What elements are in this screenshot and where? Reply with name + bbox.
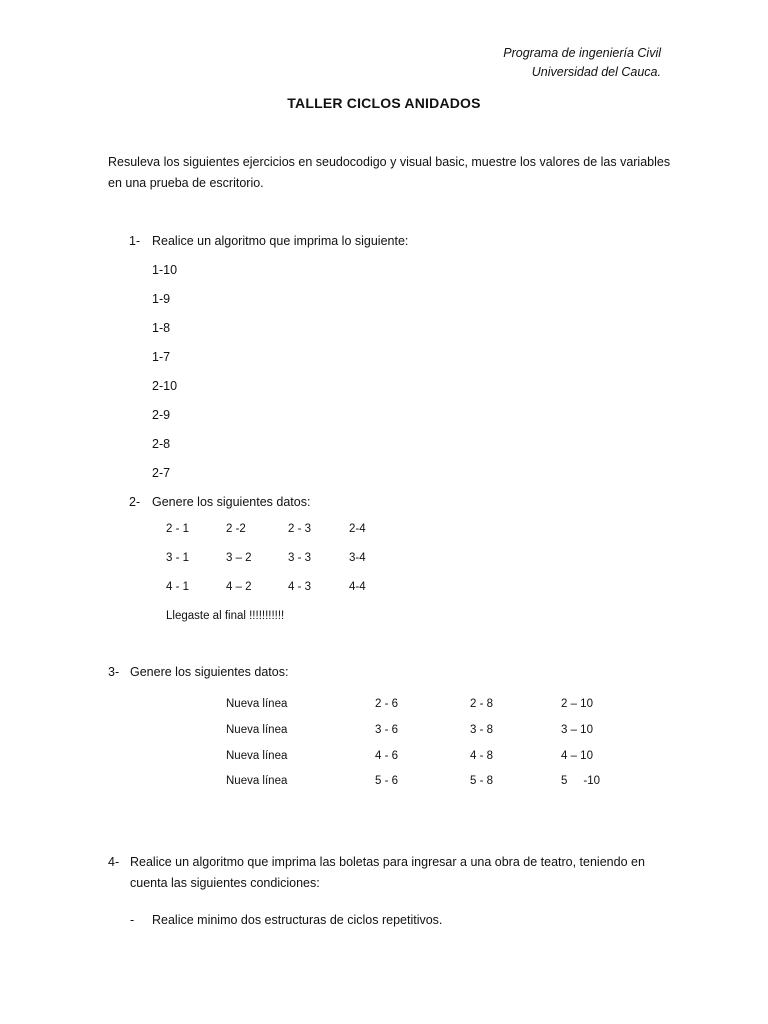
ex2-footer: Llegaste al final !!!!!!!!!!! — [166, 610, 285, 622]
ex3-cell: 4 – 10 — [561, 750, 593, 762]
ex2-cell: 3 – 2 — [226, 552, 252, 564]
ex3-cell: 2 - 6 — [375, 698, 399, 710]
ex4-number: 4- — [108, 855, 120, 869]
ex2-cell: 4 – 2 — [226, 581, 252, 593]
ex1-line: 1-10 — [152, 263, 178, 277]
ex1-line: 1-7 — [152, 350, 171, 364]
ex2-cell: 4 - 3 — [288, 581, 312, 593]
ex1-line: 2-10 — [152, 379, 178, 393]
ex3-number: 3- — [108, 665, 120, 679]
ex2-cell: 4 - 1 — [166, 581, 190, 593]
ex3-cell: 5 - 6 — [375, 775, 399, 787]
ex4-bullet-marker: - — [130, 913, 135, 927]
ex1-line: 2-7 — [152, 466, 171, 480]
intro-line-1: Resuleva los siguientes ejercicios en seudocodigo y visual basic, muestre los valores de las variables — [108, 155, 671, 169]
ex1-line: 1-8 — [152, 321, 171, 335]
ex3-cell: 3 - 6 — [375, 724, 399, 736]
ex3-cell: 5 -10 — [561, 775, 600, 787]
ex1-text: Realice un algoritmo que imprima lo siguiente: — [152, 234, 409, 248]
ex3-cell: Nueva línea — [226, 698, 288, 710]
ex1-line: 1-9 — [152, 292, 171, 306]
ex2-cell: 3 - 1 — [166, 552, 190, 564]
ex4-line-2: cuenta las siguientes condiciones: — [130, 876, 320, 890]
document-title: TALLER CICLOS ANIDADOS — [287, 95, 481, 111]
ex3-cell: 4 - 6 — [375, 750, 399, 762]
ex3-cell: Nueva línea — [226, 750, 288, 762]
ex4-bullet-text: Realice minimo dos estructuras de ciclos repetitivos. — [152, 913, 443, 927]
ex3-cell: Nueva línea — [226, 724, 288, 736]
ex1-line: 2-8 — [152, 437, 171, 451]
header-university: Universidad del Cauca. — [531, 65, 661, 79]
ex2-cell: 4-4 — [349, 581, 366, 593]
ex1-line: 2-9 — [152, 408, 171, 422]
ex2-cell: 2 - 1 — [166, 523, 190, 535]
ex3-cell: 5 - 8 — [470, 775, 494, 787]
ex3-text: Genere los siguientes datos: — [130, 665, 289, 679]
ex2-cell: 3 - 3 — [288, 552, 312, 564]
ex3-cell: Nueva línea — [226, 775, 288, 787]
ex2-cell: 3-4 — [349, 552, 366, 564]
ex3-cell: 3 - 8 — [470, 724, 494, 736]
ex4-line-1: Realice un algoritmo que imprima las boletas para ingresar a una obra de teatro, teniendo en — [130, 855, 645, 869]
ex2-cell: 2-4 — [349, 523, 366, 535]
ex3-cell: 2 - 8 — [470, 698, 494, 710]
ex2-cell: 2 - 3 — [288, 523, 312, 535]
ex3-cell: 2 – 10 — [561, 698, 593, 710]
ex2-cell: 2 -2 — [226, 523, 246, 535]
ex2-text: Genere los siguientes datos: — [152, 495, 311, 509]
ex3-cell: 4 - 8 — [470, 750, 494, 762]
ex2-number: 2- — [129, 495, 141, 509]
ex3-cell: 3 – 10 — [561, 724, 593, 736]
header-program: Programa de ingeniería Civil — [503, 46, 661, 60]
intro-line-2: en una prueba de escritorio. — [108, 176, 264, 190]
ex1-number: 1- — [129, 234, 141, 248]
